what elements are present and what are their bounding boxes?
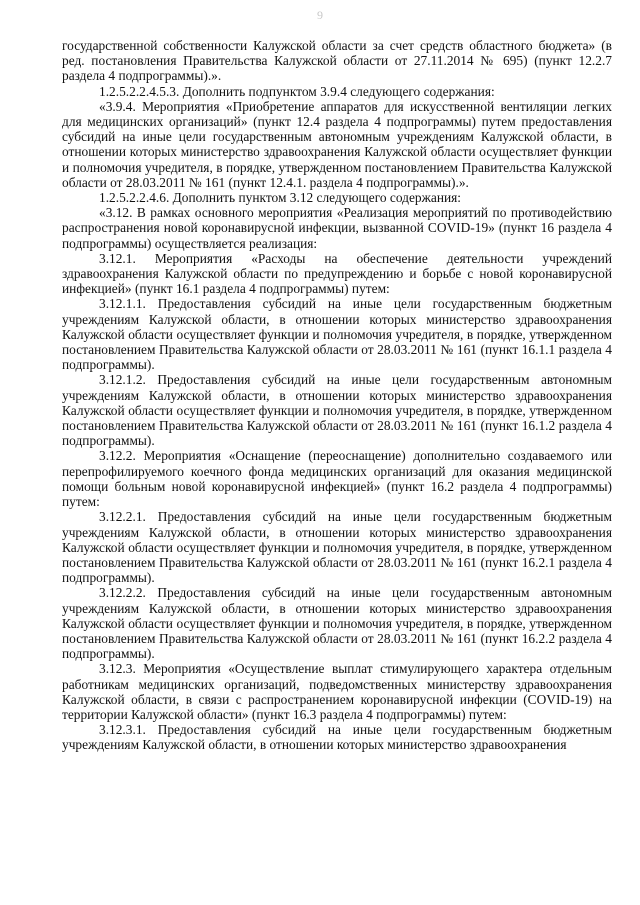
paragraph-3-12: «3.12. В рамках основного мероприятия «Реализация мероприятий по противодействию распространения новой коронавирусной инфекции, вызванной COVID-19» (пункт 16 раздела 4 подпрограммы) осуществляется реализация: <box>62 205 612 251</box>
paragraph-3-12-1-1: 3.12.1.1. Предоставления субсидий на иные цели государственным бюджетным учреждениям Калужской области, в отношении которых министерство здравоохранения Калужской области осуществляет функции и полномочия учредителя, в порядке, утвержденном постановлением Правительства Калужской области от 28.03.2011 № 161 (пункт 16.1.1 раздела 4 подпрограммы). <box>62 296 612 373</box>
paragraph-3-12-1: 3.12.1. Мероприятия «Расходы на обеспечение деятельности учреждений здравоохранения Калужской области по предупреждению и борьбе с новой коронавирусной инфекцией» (пункт 16.1 раздела 4 подпрограммы) путем: <box>62 250 612 297</box>
document-body <box>62 38 612 753</box>
paragraph-1-2-5-2-2-4-5-3: 1.2.5.2.2.4.5.3. Дополнить подпунктом 3.9.4 следующего содержания: <box>99 83 495 99</box>
paragraph-1-2-5-2-2-4-6: 1.2.5.2.2.4.6. Дополнить пунктом 3.12 следующего содержания: <box>99 190 462 206</box>
paragraph-continuation: государственной собственности Калужской области за счет средств областного бюджета» (в ред. постановления Правительства Калужской области от 27.11.2014 № 695) (пункт 12.2.7 раздела 4 подпрограммы).». <box>62 38 612 84</box>
paragraph-3-9-4: «3.9.4. Мероприятия «Приобретение аппаратов для искусственной вентиляции легких для медицинских организаций» (пункт 12.4 раздела 4 подпрограммы) путем предоставления субсидий на иные цели государственным автономным учреждениям Калужской области, в отношении которых министерство здравоохранения Калужской области осуществляет функции и полномочия учредителя, в порядке, утвержденном постановлением Правительства Калужской области от 28.03.2011 № 161 (пункт 12.4.1. раздела 4 подпрограммы).». <box>62 98 612 190</box>
paragraph-3-12-3-1: 3.12.3.1. Предоставления субсидий на иные цели государственным бюджетным учреждениям Калужской области, в отношении которых министерство здравоохранения <box>62 722 612 753</box>
paragraph-3-12-2-2: 3.12.2.2. Предоставления субсидий на иные цели государственным автономным учреждениям Калужской области, в отношении которых министерство здравоохранения Калужской области осуществляет функции и полномочия учредителя, в порядке, утвержденном постановлением Правительства Калужской области от 28.03.2011 № 161 (пункт 16.2.2 раздела 4 подпрограммы). <box>62 585 612 662</box>
paragraph-3-12-2: 3.12.2. Мероприятия «Оснащение (переоснащение) дополнительно создаваемого или перепрофилируемого коечного фонда медицинских организаций для оказания медицинской помощи больным новой коронавирусной инфекцией» (пункт 16.2 раздела 4 подпрограммы) путем: <box>62 448 612 510</box>
page-number: 9 <box>317 8 323 22</box>
paragraph-3-12-3: 3.12.3. Мероприятия «Осуществление выплат стимулирующего характера отдельным работникам медицинских организаций, подведомственных министерству здравоохранения Калужской области, в связи с распространением коронавирусной инфекции (COVID-19) на территории Калужской области» (пункт 16.3 раздела 4 подпрограммы) путем: <box>62 661 612 722</box>
paragraph-3-12-1-2: 3.12.1.2. Предоставления субсидий на иные цели государственным автономным учреждениям Калужской области, в отношении которых министерство здравоохранения Калужской области осуществляет функции и полномочия учредителя, в порядке, утвержденном постановлением Правительства Калужской области от 28.03.2011 № 161 (пункт 16.1.2 раздела 4 подпрограммы). <box>62 372 612 449</box>
paragraph-3-12-2-1: 3.12.2.1. Предоставления субсидий на иные цели государственным бюджетным учреждениям Калужской области, в отношении которых министерство здравоохранения Калужской области осуществляет функции и полномочия учредителя, в порядке, утвержденном постановлением Правительства Калужской области от 28.03.2011 № 161 (пункт 16.2.1 раздела 4 подпрограммы). <box>62 509 612 586</box>
